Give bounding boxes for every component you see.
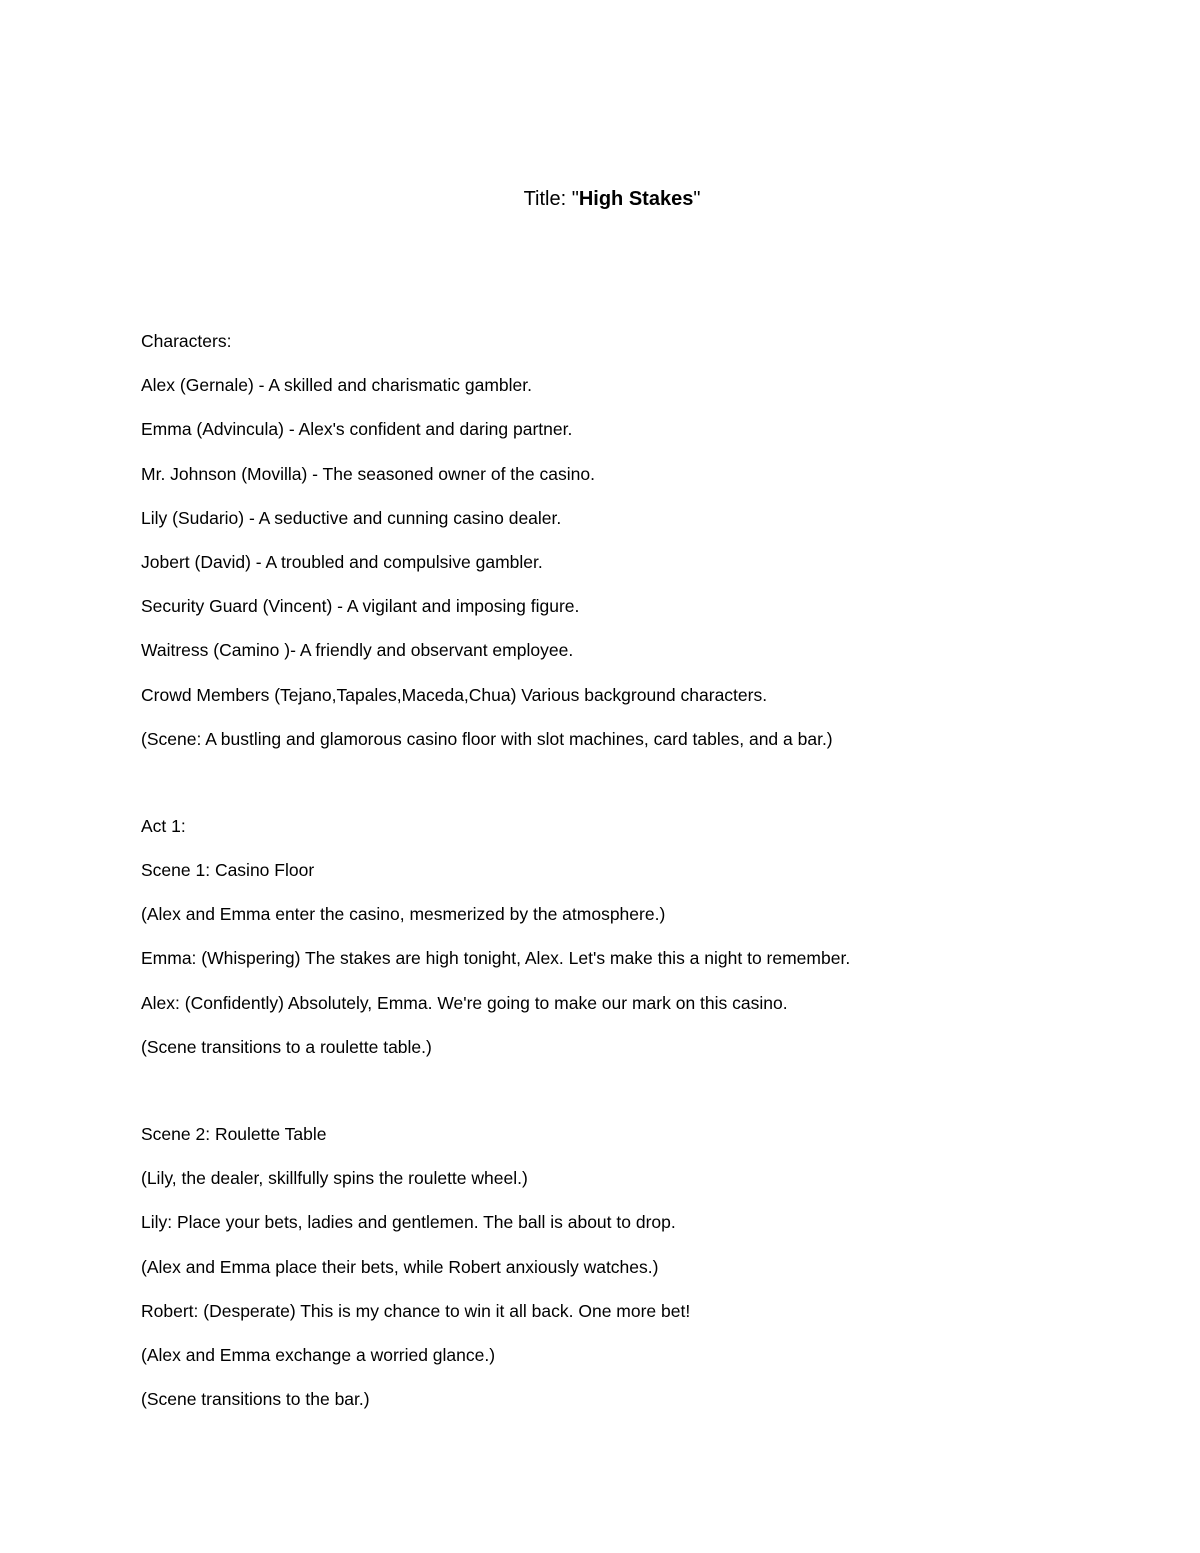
scene-2-line: (Lily, the dealer, skillfully spins the roulette wheel.) xyxy=(141,1168,528,1189)
scene-1-heading: Scene 1: Casino Floor xyxy=(141,860,315,881)
scene-1-line: Emma: (Whispering) The stakes are high tonight, Alex. Let's make this a night to remember. xyxy=(141,948,851,969)
act-heading: Act 1: xyxy=(141,815,186,836)
paragraph-gap xyxy=(141,1069,1121,1112)
character-line: Jobert (David) - A troubled and compulsive gambler. xyxy=(141,551,543,572)
document-title xyxy=(0,184,1200,214)
character-line: Lily (Sudario) - A seductive and cunning casino dealer. xyxy=(141,507,562,528)
scene-2-heading: Scene 2: Roulette Table xyxy=(141,1124,327,1144)
scene-2-line: (Alex and Emma exchange a worried glance.) xyxy=(141,1344,496,1365)
scene-1-line: (Scene transitions to a roulette table.) xyxy=(141,1036,432,1057)
character-line: Waitress (Camino )- A friendly and observant employee. xyxy=(141,640,574,661)
scene-1-line: (Alex and Emma enter the casino, mesmerized by the atmosphere.) xyxy=(141,904,666,925)
character-line: Mr. Johnson (Movilla) - The seasoned owner of the casino. xyxy=(141,463,595,484)
character-line: Security Guard (Vincent) - A vigilant and imposing figure. xyxy=(141,596,580,617)
character-line: Emma (Advincula) - Alex's confident and daring partner. xyxy=(141,419,573,440)
document-body xyxy=(141,319,1121,1421)
title-suffix: " xyxy=(693,188,701,210)
title-prefix: Title: " xyxy=(523,188,579,210)
paragraph-gap xyxy=(141,761,1121,804)
character-line: Crowd Members (Tejano,Tapales,Maceda,Chua) Various background characters. xyxy=(141,684,768,705)
character-line: Alex (Gernale) - A skilled and charismatic gambler. xyxy=(141,375,532,396)
scene-2-line: Robert: (Desperate) This is my chance to win it all back. One more bet! xyxy=(141,1300,691,1321)
title-name: High Stakes xyxy=(578,188,694,210)
scene-2-line: Lily: Place your bets, ladies and gentlemen. The ball is about to drop. xyxy=(141,1212,676,1233)
scene-setting: (Scene: A bustling and glamorous casino floor with slot machines, card tables, and a bar.) xyxy=(141,728,833,749)
scene-1-line: Alex: (Confidently) Absolutely, Emma. We're going to make our mark on this casino. xyxy=(141,992,788,1013)
scene-2-line: (Alex and Emma place their bets, while Robert anxiously watches.) xyxy=(141,1256,659,1277)
characters-heading: Characters: xyxy=(141,331,232,351)
scene-2-line: (Scene transitions to the bar.) xyxy=(141,1389,370,1410)
